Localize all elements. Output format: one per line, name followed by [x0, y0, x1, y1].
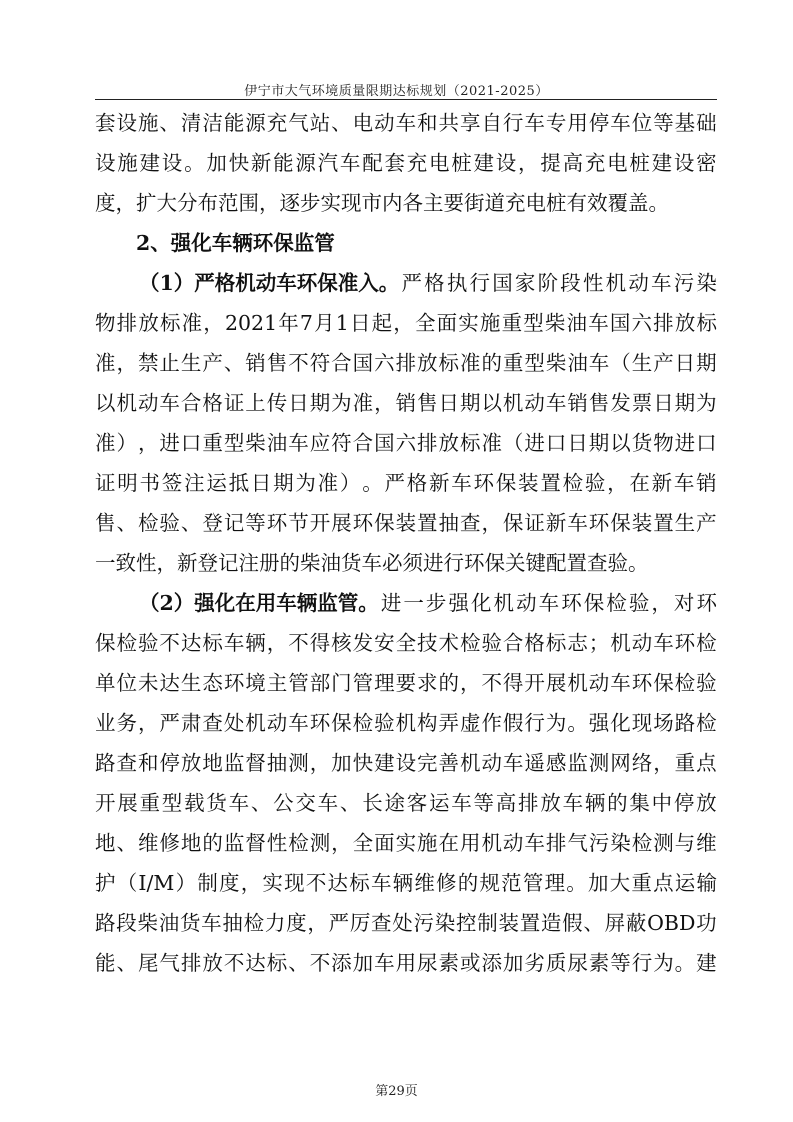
text-line: 路 查 和 停 放 地 监 督 抽 测 ， 加 快 建 设 完 善 机 动 车 遥 感 监 测 网 络 ， 重 点: [95, 751, 717, 775]
text-line: 一致性，新登记注册的柴油货车必须进行环保关键配置查验。: [95, 551, 649, 575]
text-line: 地 、 维 修 地 的 监 督 性 检 测 ， 全 面 实 施 在 用 机 动 车 排 气 污 染 检 测 与 维: [95, 831, 717, 855]
text-line: 业 务 ， 严 肃 查 处 机 动 车 环 保 检 验 机 构 弄 虚 作 假 行 为 。 强 化 现 场 路 检: [95, 711, 717, 735]
text-line: 度，扩大分布范围，逐步实现市内各主要街道充电桩有效覆盖。: [95, 191, 669, 215]
section-heading: 2、强化车辆环保监管: [136, 231, 335, 255]
text-line: 物 排 放 标 准 ， 2021 年 7 月 1 日 起 ， 全 面 实 施 重 型 柴 油 车 国 六 排 放 标: [95, 311, 717, 335]
text-line: 设 施 建 设 。 加 快 新 能 源 汽 车 配 套 充 电 桩 建 设 ， 提 高 充 电 桩 建 设 密: [95, 151, 717, 175]
document-body: [95, 103, 717, 983]
text-line: 证 明 书 签 注 运 抵 日 期 为 准 ） 。 严 格 新 车 环 保 装 置 检 验 ， 在 新 车 销: [95, 471, 717, 495]
text-line: 套 设 施 、 清 洁 能 源 充 气 站 、 电 动 车 和 共 享 自 行 车 专 用 停 车 位 等 基 础: [95, 111, 717, 135]
text-line: 能 、 尾 气 排 放 不 达 标 、 不 添 加 车 用 尿 素 或 添 加 劣 质 尿 素 等 行 为 。 建: [95, 951, 717, 975]
running-header: 伊宁市大气环境质量限期达标规划（2021-2025）: [244, 84, 549, 99]
text-line: 以 机 动 车 合 格 证 上 传 日 期 为 准 ， 销 售 日 期 以 机 动 车 销 售 发 票 日 期 为: [95, 391, 717, 415]
text-line: 开 展 重 型 载 货 车 、 公 交 车 、 长 途 客 运 车 等 高 排 放 车 辆 的 集 中 停 放: [95, 791, 717, 815]
page-number: 第29页: [375, 1084, 418, 1099]
text-line: 售 、 检 验 、 登 记 等 环 节 开 展 环 保 装 置 抽 查 ， 保 证 新 车 环 保 装 置 生 产: [95, 511, 717, 535]
text-line: 准 ） ， 进 口 重 型 柴 油 车 应 符 合 国 六 排 放 标 准 （ 进 口 日 期 以 货 物 进 口: [95, 431, 717, 455]
text-line: 保 检 验 不 达 标 车 辆 ， 不 得 核 发 安 全 技 术 检 验 合 格 标 志 ； 机 动 车 环 检: [95, 631, 717, 655]
text-line: 路 段 柴 油 货 车 抽 检 力 度 ， 严 厉 查 处 污 染 控 制 装 置 造 假 、 屏 蔽 OBD 功: [95, 911, 717, 935]
bold-lead: （1）严格机动车环保准入。: [139, 271, 400, 295]
text-line: 单 位 未 达 生 态 环 境 主 管 部 门 管 理 要 求 的 ， 不 得 开 展 机 动 车 环 保 检 验: [95, 671, 717, 695]
text-line: 护 （ I/M ） 制 度 ， 实 现 不 达 标 车 辆 维 修 的 规 范 管 理 。 加 大 重 点 运 输: [95, 871, 717, 895]
bold-lead: （2）强化在用车辆监管。: [139, 591, 379, 615]
header-rule: [95, 99, 717, 100]
text-line: 准 ， 禁 止 生 产 、 销 售 不 符 合 国 六 排 放 标 准 的 重 型 柴 油 车 （ 生 产 日 期: [95, 351, 717, 375]
text-line: （1）严格机动车环保准入。 严 格 执 行 国 家 阶 段 性 机 动 车 污 染: [95, 263, 717, 303]
text-line: （2）强化在用车辆监管。 进 一 步 强 化 机 动 车 环 保 检 验 ， 对 环: [95, 583, 717, 623]
